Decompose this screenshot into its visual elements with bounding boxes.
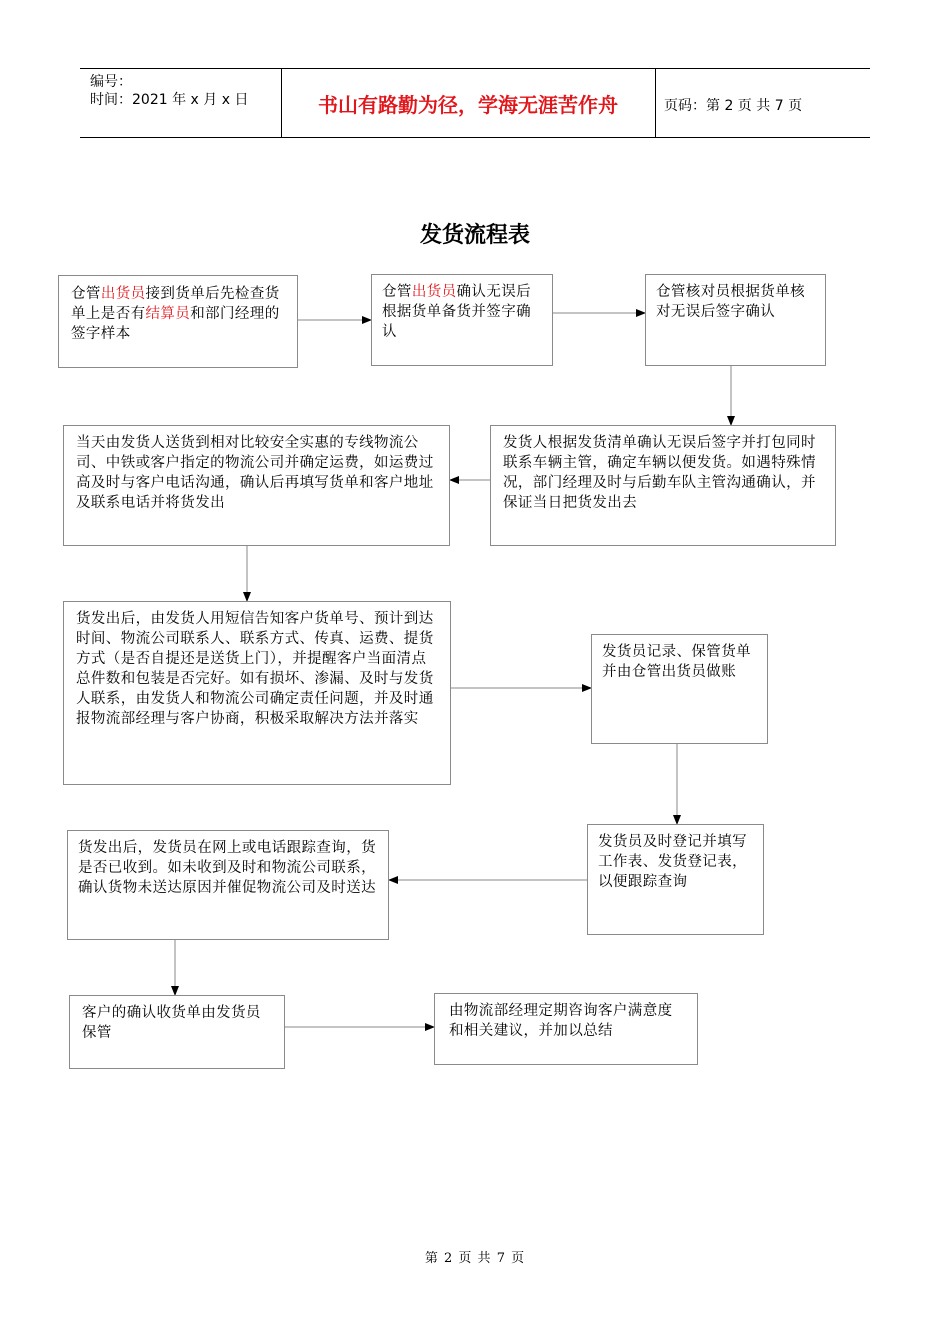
step-box-2: 仓管出货员确认无误后根据货单备货并签字确认 [371, 274, 553, 366]
step-box-8: 发货员及时登记并填写工作表、发货登记表，以便跟踪查询 [587, 824, 764, 935]
header-motto: 书山有路勤为径，学海无涯苦作舟 [318, 93, 618, 117]
step-box-7: 发货员记录、保管货单并由仓管出货员做账 [591, 634, 768, 744]
page-title: 发货流程表 [419, 223, 530, 248]
step-box-5: 当天由发货人送货到相对比较安全实惠的专线物流公司、中铁或客户指定的物流公司并确定运费，如运费过高及时与客户电话沟通，确认后再填写货单和客户地址及联系电话并将货发出 [63, 425, 450, 546]
step-box-9: 货发出后，发货员在网上或电话跟踪查询，货是否已收到。如未收到及时和物流公司联系，确认货物未送达原因并催促物流公司及时送达 [67, 830, 389, 940]
step-box-3: 仓管核对员根据货单核对无误后签字确认 [645, 274, 826, 366]
date-label: 时间：2021 年 x 月 x 日 [90, 92, 249, 108]
header-page-info: 页码：第 2 页 共 7 页 [664, 98, 803, 114]
step-box-4: 发货人根据发货清单确认无误后签字并打包同时联系车辆主管，确定车辆以便发货。如遇特殊情况，部门经理及时与后勤车队主管沟通确认，并保证当日把货发出去 [490, 425, 836, 546]
step-box-10: 客户的确认收货单由发货员保管 [69, 995, 285, 1069]
role-settlement: 结算员 [145, 306, 191, 322]
role-shipper: 出货员 [100, 286, 146, 302]
step-box-6: 货发出后，由发货人用短信告知客户货单号、预计到达时间、物流公司联系人、联系方式、传真、运费、提货方式（是否自提还是送货上门），并提醒客户当面清点总件数和包装是否完好。如有损坏、渗漏、及时与发货人联系，由发货人和物流公司确定责任问题，并及时通报物流部经理与客户协商，积极采取解决方法并落实 [63, 601, 451, 785]
step-box-11: 由物流部经理定期咨询客户满意度和相关建议，并加以总结 [434, 993, 698, 1065]
step-box-1: 仓管出货员接到货单后先检查货单上是否有结算员和部门经理的签字样本 [58, 275, 298, 368]
page-footer: 第 2 页 共 7 页 [424, 1251, 526, 1266]
role-shipper: 出货员 [411, 284, 457, 300]
number-label: 编号： [90, 74, 132, 90]
